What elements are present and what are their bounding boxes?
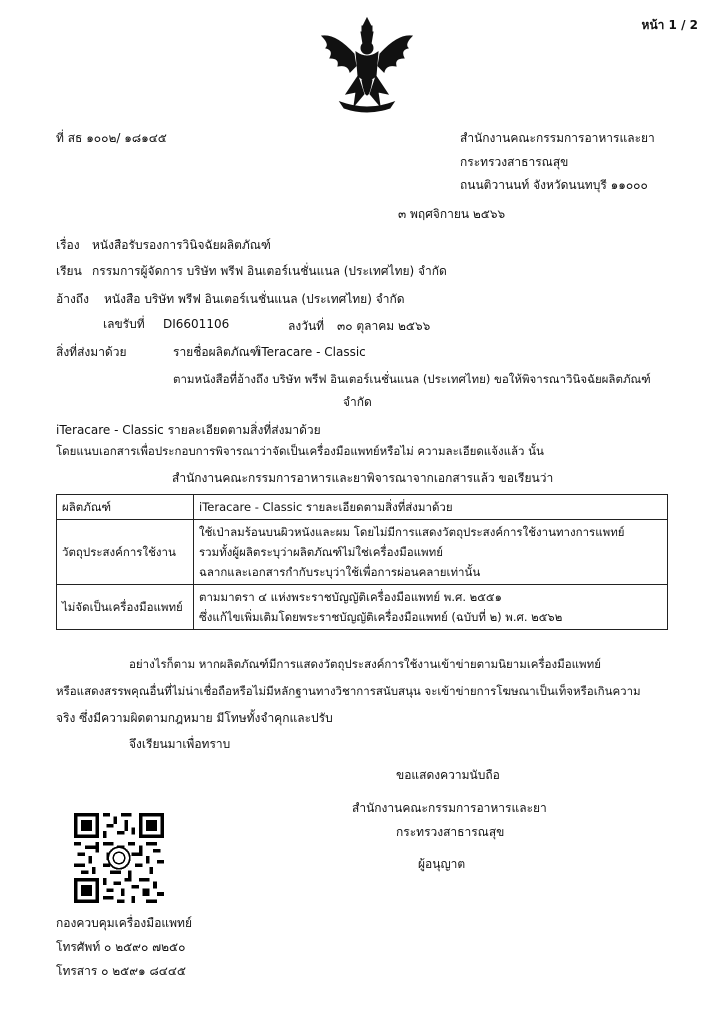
signature-org-1: สำนักงานคณะกรรมการอาหารและยา [352, 801, 547, 815]
to-text: กรรมการผู้จัดการ บริษัท พรีฟ อินเตอร์เนชั่นแนล (ประเทศไทย) จำกัด [92, 264, 447, 278]
sender-line-3: ถนนติวานนท์ จังหวัดนนทบุรี ๑๑๐๐๐ [460, 178, 648, 192]
sender-line-2: กระทรวงสาธารณสุข [460, 155, 569, 169]
receipt-label: เลขรับที่ [103, 317, 145, 331]
signature-role: ผู้อนุญาต [418, 857, 466, 871]
table-row [57, 585, 668, 630]
reference-label: อ้างถึง [56, 292, 89, 306]
subject-text: หนังสือรับรองการวินิจฉัยผลิตภัณฑ์ [92, 238, 271, 252]
signature-org-2: กระทรวงสาธารณสุข [396, 825, 505, 839]
paragraph-line-1: อย่างไรก็ตาม หากผลิตภัณฑ์มีการแสดงวัตถุประสงค์การใช้งานเข้าข่ายตามนิยามเครื่องมือแพทย์ [129, 657, 601, 671]
table-cell-line: iTeracare - Classic รายละเอียดตามสิ่งที่ส่งมาด้วย [199, 500, 453, 514]
subject-label: เรื่อง [56, 238, 80, 252]
enclosure-label: สิ่งที่ส่งมาด้วย [56, 345, 127, 359]
sender-line-1: สำนักงานคณะกรรมการอาหารและยา [460, 131, 655, 145]
paragraph-line-2: หรือแสดงสรรพคุณอื่นที่ไม่น่าเชื่อถือหรือไม่มีหลักฐานทางวิชาการสนับสนุน จะเข้าข่ายการโฆษณาเป็นเท็จหรือเกินความ [56, 684, 641, 698]
signed-date-label: ลงวันที่ [288, 319, 325, 333]
table-value-cell [194, 585, 668, 630]
table-row [57, 520, 668, 585]
table-value-cell [194, 495, 668, 520]
body-line-2: โดยแนบเอกสารเพื่อประกอบการพิจารณาว่าจัดเป็นเครื่องมือแพทย์หรือไม่ ความละเอียดแจ้งแล้ว นั้น [56, 444, 544, 458]
phone-number: โทรศัพท์ ๐ ๒๕๙๐ ๗๒๕๐ [56, 940, 186, 954]
fax-number: โทรสาร ๐ ๒๕๙๑ ๘๔๔๕ [56, 964, 186, 978]
body-line-1: iTeracare - Classic รายละเอียดตามสิ่งที่ส่งมาด้วย [56, 423, 321, 437]
document-number: ที่ สธ ๑๐๐๒/ ๑๘๑๔๕ [56, 131, 167, 145]
enclosure-line-3: จำกัด [343, 395, 372, 409]
division-name: กองควบคุมเครื่องมือแพทย์ [56, 916, 192, 930]
to-label: เรียน [56, 264, 82, 278]
table-header-cell: วัตถุประสงค์การใช้งาน [57, 520, 194, 585]
table-header-cell: ผลิตภัณฑ์ [57, 495, 194, 520]
receipt-number: DI6601106 [163, 317, 230, 331]
signed-date: ๓๐ ตุลาคม ๒๕๖๖ [337, 319, 431, 333]
closing-line: จึงเรียนมาเพื่อทราบ [129, 737, 231, 751]
table-row [57, 495, 668, 520]
table-value-cell [194, 520, 668, 585]
decision-table [56, 494, 668, 630]
letter-date: ๓ พฤศจิกายน ๒๕๖๖ [398, 207, 506, 221]
table-cell-line: ฉลากและเอกสารกำกับระบุว่าใช้เพื่อการผ่อนคลายเท่านั้น [199, 565, 481, 579]
table-header-cell: ไม่จัดเป็นเครื่องมือแพทย์ [57, 585, 194, 630]
reference-text: หนังสือ บริษัท พรีฟ อินเตอร์เนชั่นแนล (ประเทศไทย) จำกัด [104, 292, 405, 306]
garuda-emblem-icon [316, 14, 418, 114]
enclosure-item-label: รายชื่อผลิตภัณฑ์ [173, 345, 260, 359]
table-cell-line: ใช้เป่าลมร้อนบนผิวหนังและผม โดยไม่มีการแสดงวัตถุประสงค์การใช้งานทางการแพทย์ [199, 525, 625, 539]
page-number: หน้า 1 / 2 [641, 18, 698, 32]
qr-code-icon [74, 813, 164, 903]
table-cell-line: ตามมาตรา ๔ แห่งพระราชบัญญัติเครื่องมือแพทย์ พ.ศ. ๒๕๕๑ [199, 590, 502, 604]
regards: ขอแสดงความนับถือ [396, 768, 500, 782]
paragraph-line-3: จริง ซึ่งมีความผิดตามกฎหมาย มีโทษทั้งจำคุกและปรับ [56, 711, 333, 725]
body-line-3: สำนักงานคณะกรรมการอาหารและยาพิจารณาจากเอกสารแล้ว ขอเรียนว่า [172, 471, 554, 485]
enclosure-line-2: ตามหนังสือที่อ้างถึง บริษัท พรีฟ อินเตอร์เนชั่นแนล (ประเทศไทย) ขอให้พิจารณาวินิจฉัยผลิตภัณฑ์ [173, 372, 651, 386]
table-cell-line: รวมทั้งผู้ผลิตระบุว่าผลิตภัณฑ์ไม่ใช่เครื่องมือแพทย์ [199, 545, 443, 559]
enclosure-item: iTeracare - Classic [258, 345, 366, 359]
table-cell-line: ซึ่งแก้ไขเพิ่มเติมโดยพระราชบัญญัติเครื่องมือแพทย์ (ฉบับที่ ๒) พ.ศ. ๒๕๖๒ [199, 610, 563, 624]
